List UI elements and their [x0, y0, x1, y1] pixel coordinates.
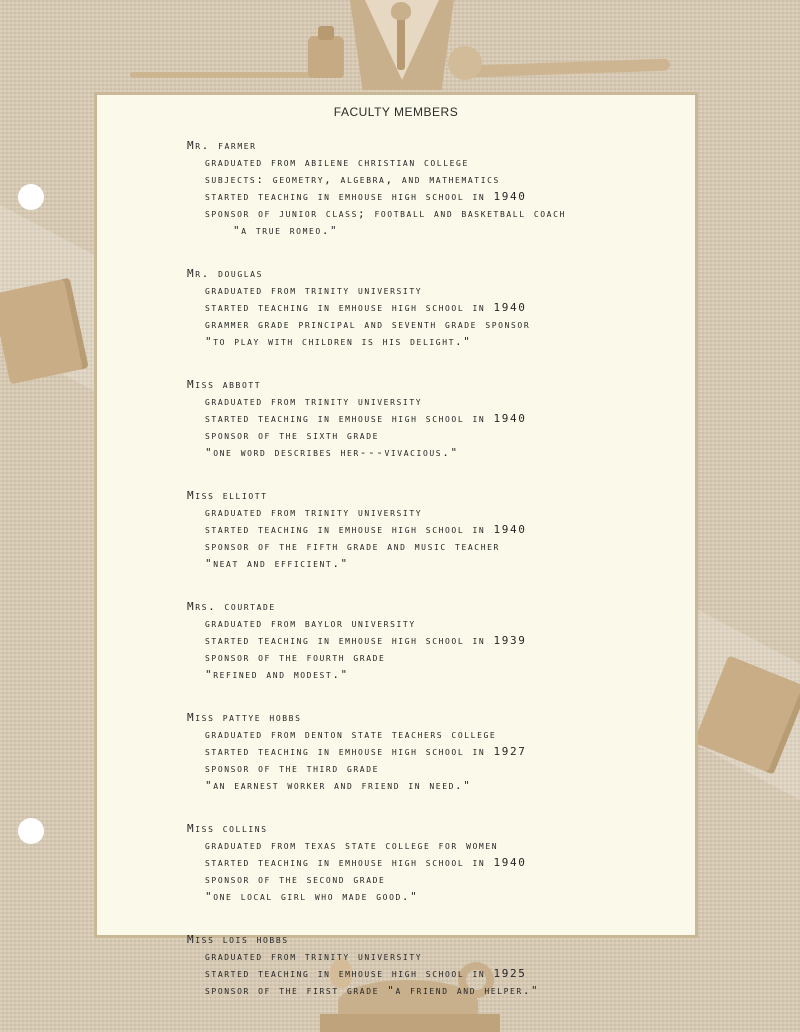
faculty-detail-line: "to play with children is his delight.": [205, 335, 472, 348]
faculty-detail-line: sponsor of the third grade: [205, 762, 380, 775]
faculty-detail-line: "a true romeo.": [233, 224, 339, 237]
ink-cap-icon: [318, 26, 334, 40]
faculty-detail-line: sponsor of the sixth grade: [205, 429, 380, 442]
faculty-entry: [187, 376, 697, 461]
page-title: FACULTY MEMBERS: [333, 105, 459, 119]
faculty-list: [187, 137, 697, 1025]
faculty-detail-line: started teaching in emhouse high school in 1940: [205, 856, 527, 869]
faculty-detail-line: graduated from baylor university: [205, 617, 416, 630]
pen-icon: [130, 72, 330, 78]
faculty-detail-line: started teaching in emhouse high school in 1940: [205, 523, 527, 536]
faculty-detail-line: started teaching in emhouse high school in 1925: [205, 967, 527, 980]
faculty-entry: [187, 137, 697, 239]
faculty-detail-line: "one local girl who made good.": [205, 890, 419, 903]
faculty-name: Mr. douglas: [187, 267, 264, 280]
faculty-entry: [187, 487, 697, 572]
faculty-detail-line: "refined and modest.": [205, 668, 349, 681]
faculty-entry: [187, 709, 697, 794]
faculty-detail-line: graduated from trinity university: [205, 506, 423, 519]
faculty-detail-line: graduated from denton state teachers college: [205, 728, 497, 741]
torch-icon: [397, 12, 405, 70]
faculty-entry: [187, 598, 697, 683]
faculty-name: Mr. farmer: [187, 139, 257, 152]
binder-hole-bottom: [18, 818, 44, 844]
binder-hole-top: [18, 184, 44, 210]
faculty-detail-line: started teaching in emhouse high school in 1939: [205, 634, 527, 647]
faculty-name: Mrs. courtade: [187, 600, 276, 613]
faculty-detail-line: "an earnest worker and friend in need.": [205, 779, 472, 792]
faculty-name: Miss pattye hobbs: [187, 711, 302, 724]
faculty-detail-line: started teaching in emhouse high school in 1927: [205, 745, 527, 758]
faculty-entry: [187, 931, 697, 999]
faculty-detail-line: sponsor of junior class; football and basketball coach: [205, 207, 566, 220]
faculty-entry: [187, 820, 697, 905]
faculty-entry: [187, 265, 697, 350]
faculty-detail-line: sponsor of the fifth grade and music teacher: [205, 540, 500, 553]
faculty-detail-line: "one word describes her---vivacious.": [205, 446, 459, 459]
faculty-detail-line: sponsor of the second grade: [205, 873, 386, 886]
faculty-detail-line: graduated from texas state college for women: [205, 839, 499, 852]
faculty-detail-line: grammer grade principal and seventh grade sponsor: [205, 318, 531, 331]
faculty-detail-line: "neat and efficient.": [205, 557, 349, 570]
faculty-detail-line: graduated from trinity university: [205, 284, 423, 297]
faculty-name: Miss elliott: [187, 489, 268, 502]
ink-bottle-icon: [308, 36, 344, 78]
faculty-detail-line: sponsor of the fourth grade: [205, 651, 386, 664]
faculty-detail-line: started teaching in emhouse high school in 1940: [205, 412, 527, 425]
faculty-detail-line: started teaching in emhouse high school in 1940: [205, 301, 527, 314]
faculty-detail-line: graduated from abilene christian college: [205, 156, 469, 169]
faculty-detail-line: started teaching in emhouse high school in 1940: [205, 190, 527, 203]
faculty-name: Miss abbott: [187, 378, 262, 391]
faculty-page-panel: [94, 92, 698, 997]
baseball-bat-icon: [470, 59, 670, 78]
faculty-detail-line: subjects: geometry, algebra, and mathematics: [205, 173, 500, 186]
faculty-detail-line: graduated from trinity university: [205, 395, 423, 408]
torch-flame-icon: [391, 2, 411, 20]
faculty-name: Miss collins: [187, 822, 268, 835]
faculty-detail-line: sponsor of the first grade "a friend and helper.": [205, 984, 540, 997]
faculty-name: Miss lois hobbs: [187, 933, 289, 946]
baseball-icon: [448, 46, 482, 80]
faculty-detail-line: graduated from trinity university: [205, 950, 423, 963]
